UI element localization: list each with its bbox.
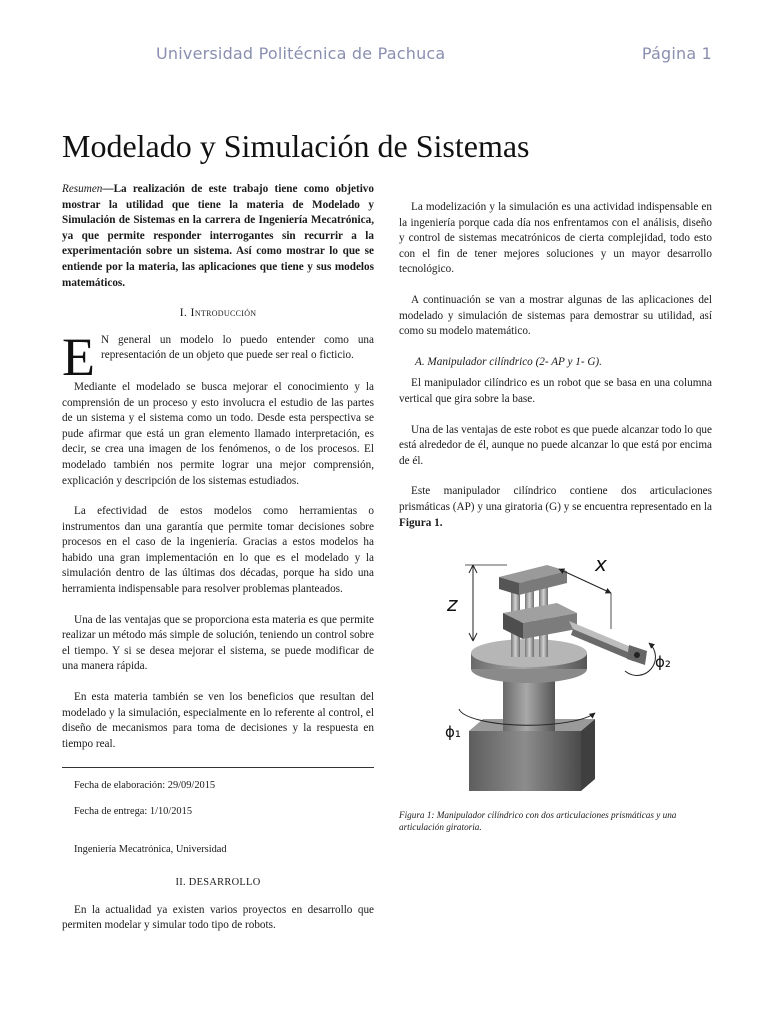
- abstract-lead: Resumen: [62, 183, 103, 195]
- afiliacion: Ingeniería Mecatrónica, Universidad: [74, 843, 227, 855]
- figure-label-phi1: ϕ₁: [445, 723, 461, 742]
- sub-paragraph-1: El manipulador cilíndrico es un robot que se basa en una columna vertical que gira sobre la base.: [399, 377, 712, 405]
- sub-paragraph-3-text: Este manipulador cilíndrico contiene dos articulaciones prismáticas (AP) y una giratoria (G) y se encuentra representado en la: [399, 485, 712, 513]
- sub-paragraph-2: Una de las ventajas de este robot es que puede alcanzar todo lo que está alrededor de él, aunque no puede alcanzar lo que está por encima de él.: [399, 423, 712, 467]
- section-heading-introduccion: I. Introducción: [179, 305, 257, 320]
- paper-title: Modelado y Simulación de Sistemas: [62, 128, 530, 164]
- figure-reference: Figura 1.: [399, 516, 443, 529]
- intro-paragraph-3: La efectividad de estos modelos como herramientas o instrumentos dan una garantía que permite tomar decisiones sobre procesos en el caso de la ingeniería. Gracias a estos modelos ha habido una gran implementación en lo que es el modelado y la simulación dentro de las últimas dos décadas, porque ha sido una herramienta indispensable para resolver problemas planteados.: [62, 505, 374, 596]
- subsection-heading: A. Manipulador cilíndrico (2- AP y 1- G).: [415, 355, 602, 368]
- fecha-elaboracion: Fecha de elaboración: 29/09/2015: [74, 780, 216, 792]
- figure-1: [399, 541, 712, 803]
- figure-label-z: z: [447, 592, 458, 617]
- right-column: [399, 200, 712, 833]
- right-paragraph-2: A continuación se van a mostrar algunas de las aplicaciones del modelado y simulación de sistemas para demostrar su utilidad, así como su modelo matemático.: [399, 293, 712, 338]
- abstract: [62, 182, 374, 291]
- header-institution: Universidad Politécnica de Pachuca: [156, 44, 446, 63]
- intro-paragraph-5: En esta materia también se ven los beneficios que resultan del modelado y la simulación, especialmente en lo referente al control, el diseño de mecanismos para toma de decisiones y la respuesta en tiempo real.: [62, 691, 374, 750]
- section-heading-desarrollo: II. DESARROLLO: [175, 877, 261, 889]
- intro-paragraph-2: Mediante el modelado se busca mejorar el conocimiento y la comprensión de un proceso y esto involucra el estudio de las partes de un sistema y el sistema como un todo. Desde esta perspectiva se pude afirmar que está un gran elemento llamado interpretación, es decir, se crea una imagen de los fenómenos, o de los procesos. El modelado también nos permite lograr una mejor comprensión, explicación y descripción de los sistemas estudiados.: [62, 380, 374, 487]
- intro-paragraph-4: Una de las ventajas que se proporciona esta materia es que permite realizar un método más simple de solución, teniendo un control sobre el tiempo. Y si se desea mejorar el sistema, se puede modificar de una manera rápida.: [62, 613, 374, 673]
- footnote-divider: [62, 767, 374, 768]
- cylindrical-manipulator-illustration: [399, 541, 712, 803]
- desarrollo-paragraph: En la actualidad ya existen varios proyectos en desarrollo que permiten modelar y simular todo tipo de robots.: [62, 903, 374, 932]
- figure-label-phi2: ϕ₂: [655, 653, 671, 672]
- intro-paragraph-1-text: N general un modelo lo puedo entender como una representación de un objeto que puede ser real o ficticio.: [101, 333, 374, 362]
- right-paragraph-1: La modelización y la simulación es una actividad indispensable en la ingeniería porque cada día nos enfrentamos con el análisis, diseño y control de sistemas mecatrónicos de cierta complejidad, todo esto con el fin de tener mejores soluciones y un mayor desarrollo tecnológico.: [399, 201, 712, 276]
- left-column: [62, 182, 374, 949]
- fecha-entrega: Fecha de entrega: 1/10/2015: [74, 806, 193, 817]
- header-page-number: Página 1: [641, 44, 712, 63]
- abstract-text: —La realización de este trabajo tiene como objetivo mostrar la utilidad que tiene la materia de Modelado y Simulación de Sistemas en la carrera de Ingeniería Mecatrónica, ya que permite responder interrogantes sin recurrir a la experimentación sobre un sistema. Así como mostrar lo que se entiende por la materia, las aplicaciones que tiene y sus modelos matemáticos.: [62, 183, 374, 289]
- figure-caption: Figura 1: Manipulador cilíndrico con dos articulaciones prismáticas y una articulación giratoria.: [399, 810, 677, 833]
- sub-paragraph-3: [399, 484, 712, 531]
- intro-paragraph-1: [62, 326, 374, 387]
- dropcap-letter: E: [62, 326, 95, 387]
- figure-label-x: x: [595, 552, 607, 577]
